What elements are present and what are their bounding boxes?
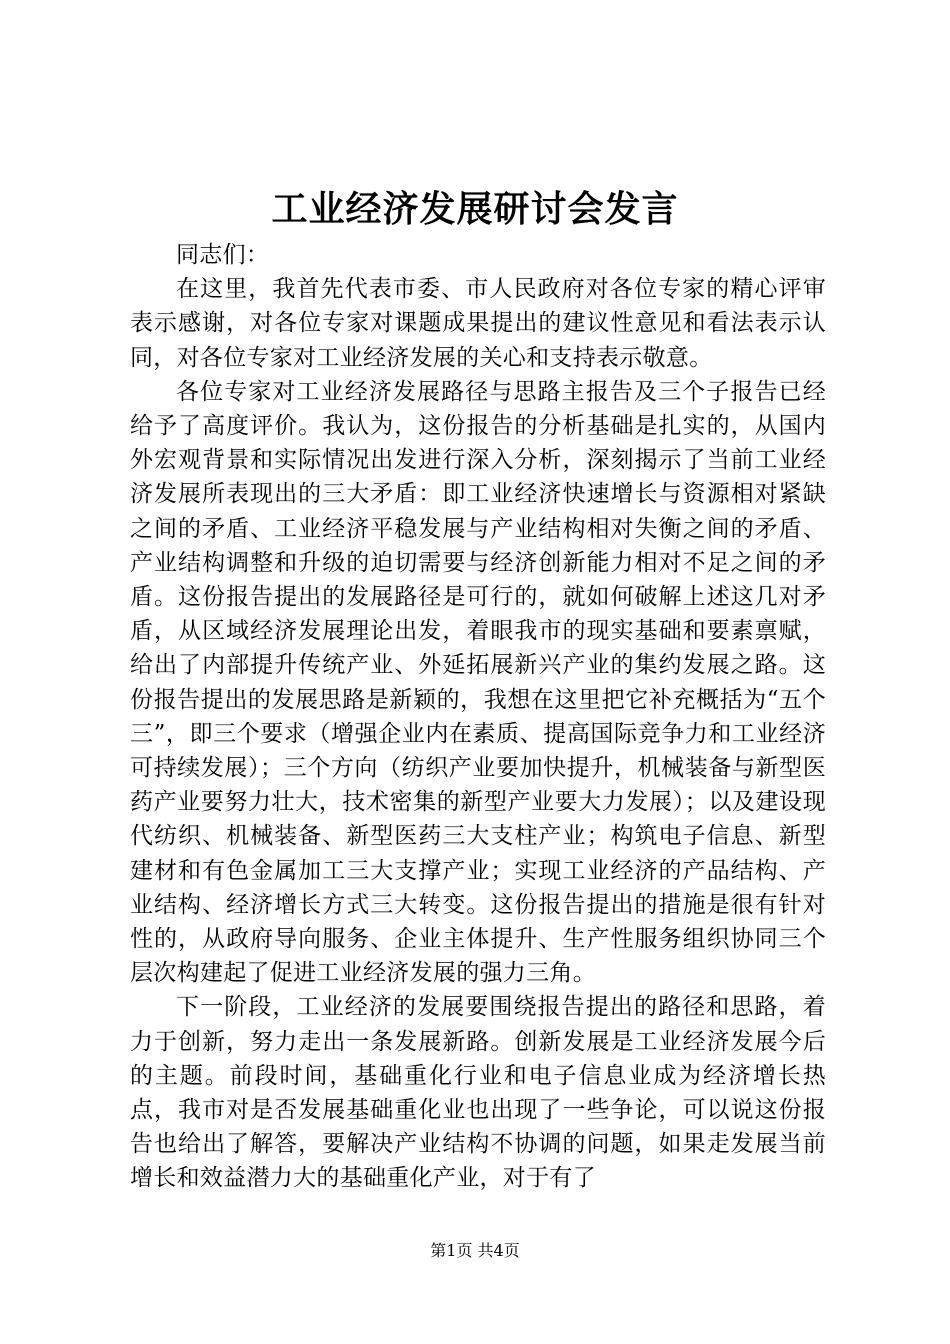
salutation: 同志们：	[176, 242, 270, 268]
page-number: 第1页 共4页	[430, 1241, 520, 1260]
paragraph: 下一阶段，工业经济的发展要围绕报告提出的路径和思路，着力于创新，努力走出一条发展新路。创新发展是工业经济发展今后的主题。前段时间，基础重化行业和电子信息业成为经济增长热点，我市对是否发展基础重化业也出现了一些争论，可以说这份报告也给出了解答，要解决产业结构不协调的问题，如果走发展当前增长和效益潜力大的基础重化产业，对于有了	[130, 994, 826, 1192]
paragraph: 在这里，我首先代表市委、市人民政府对各位专家的精心评审表示感谢，对各位专家对课题成果提出的建议性意见和看法表示认同，对各位专家对工业经济发展的关心和支持表示敬意。	[130, 276, 826, 371]
document-body	[130, 238, 826, 1196]
document-title: 工业经济发展研讨会发言	[271, 188, 679, 230]
paragraph: 各位专家对工业经济发展路径与思路主报告及三个子报告已经给予了高度评价。我认为，这份报告的分析基础是扎实的，从国内外宏观背景和实际情况出发进行深入分析，深刻揭示了当前工业经济发展所表现出的三大矛盾：即工业经济快速增长与资源相对紧缺之间的矛盾、工业经济平稳发展与产业结构相对失衡之间的矛盾、产业结构调整和升级的迫切需要与经济创新能力相对不足之间的矛盾。这份报告提出的发展路径是可行的，就如何破解上述这几对矛盾，从区域经济发展理论出发，着眼我市的现实基础和要素禀赋，给出了内部提升传统产业、外延拓展新兴产业的集约发展之路。这份报告提出的发展思路是新颖的，我想在这里把它补充概括为“五个三”，即三个要求（增强企业内在素质、提高国际竞争力和工业经济可持续发展）；三个方向（纺织产业要加快提升，机械装备与新型医药产业要努力壮大，技术密集的新型产业要大力发展）；以及建设现代纺织、机械装备、新型医药三大支柱产业；构筑电子信息、新型建材和有色金属加工三大支撑产业；实现工业经济的产品结构、产业结构、经济增长方式三大转变。这份报告提出的措施是很有针对性的，从政府导向服务、企业主体提升、生产性服务组织协同三个层次构建起了促进工业经济发展的强力三角。	[130, 378, 826, 987]
